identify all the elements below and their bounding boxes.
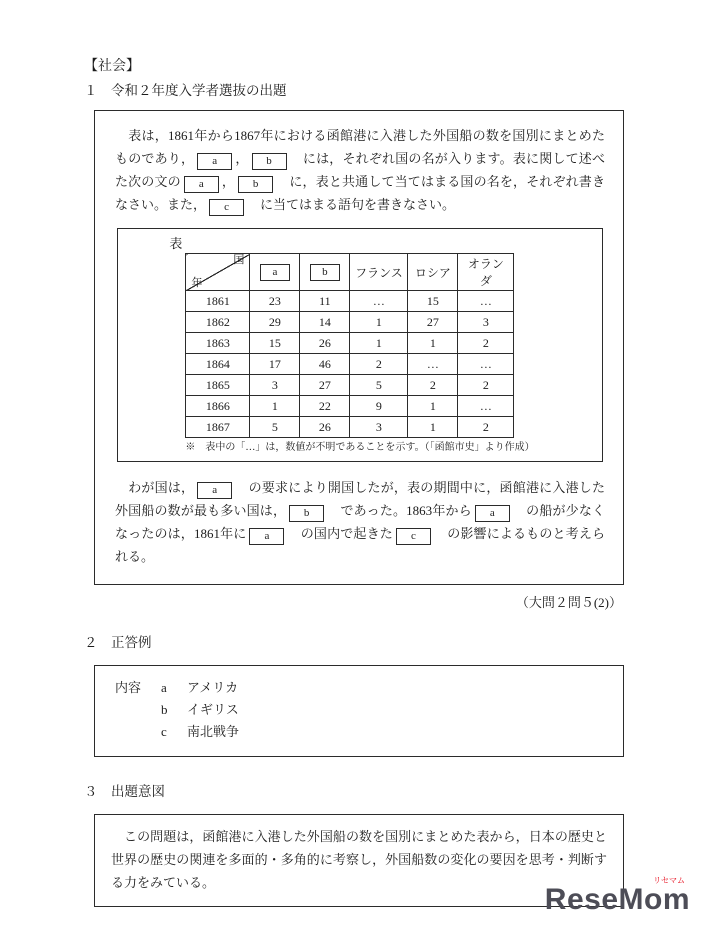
year-cell: 1861 xyxy=(186,291,250,312)
section3-heading: ３ 出題意図 xyxy=(84,784,165,799)
value-cell: 1 xyxy=(408,333,458,354)
year-cell: 1866 xyxy=(186,396,250,417)
value-cell: 2 xyxy=(350,354,408,375)
blank-box-b: b xyxy=(289,505,324,522)
corner-header-cell xyxy=(186,254,250,291)
table-wrap xyxy=(169,235,535,455)
subject-heading: 【社会】 xyxy=(84,59,140,74)
value-cell: 5 xyxy=(350,375,408,396)
answer-row xyxy=(115,677,603,699)
value-cell: 1 xyxy=(408,396,458,417)
column-header-france: フランス xyxy=(350,254,408,291)
value-cell: 3 xyxy=(250,375,300,396)
value-cell: 15 xyxy=(408,291,458,312)
year-cell: 1862 xyxy=(186,312,250,333)
value-cell: 26 xyxy=(300,333,350,354)
answer-key: b xyxy=(161,702,168,717)
blank-box-a: a xyxy=(249,528,284,545)
blank-box-b: b xyxy=(252,153,287,170)
answer-key: a xyxy=(161,680,167,695)
value-cell: 11 xyxy=(300,291,350,312)
value-cell: 1 xyxy=(350,333,408,354)
table-row xyxy=(186,417,514,438)
section1-heading: １ 令和２年度入学者選抜の出題 xyxy=(84,83,287,98)
answer-key: c xyxy=(161,724,167,739)
column-header-netherlands: オランダ xyxy=(458,254,514,291)
problem-statement-paragraph: わが国は， a の要求により開国したが，表の期間中に，函館港に入港した外国船の数が最も多い国は， b であった。1863年から a の船が少なくなったのは，1861年に a の国内で起きた c の影響によるものと考えられる。 xyxy=(115,480,605,564)
problem-intro-paragraph: 表は，1861年から1867年における函館港に入港した外国船の数を国別にまとめたものであり， a ， b には，それぞれ国の名が入ります。表に関して述べた次の文の a ， b に，表と共通して当てはまる国の名を，それぞれ書きなさい。また， c に当てはまる語句を書きなさい。 xyxy=(115,124,605,216)
value-cell: 1 xyxy=(350,312,408,333)
value-cell: 1 xyxy=(250,396,300,417)
blank-box-c: c xyxy=(209,199,244,216)
table-row xyxy=(186,375,514,396)
value-cell: 5 xyxy=(250,417,300,438)
answer-box xyxy=(94,665,624,757)
year-cell: 1867 xyxy=(186,417,250,438)
value-cell: … xyxy=(458,396,514,417)
corner-year-label: 年 xyxy=(191,277,203,289)
value-cell: 3 xyxy=(458,312,514,333)
value-cell: 2 xyxy=(458,417,514,438)
year-cell: 1864 xyxy=(186,354,250,375)
blank-box-a: a xyxy=(475,505,510,522)
blank-box-a: a xyxy=(260,264,290,281)
value-cell: 15 xyxy=(250,333,300,354)
blank-box-a: a xyxy=(197,153,232,170)
year-cell: 1865 xyxy=(186,375,250,396)
value-cell: 27 xyxy=(408,312,458,333)
column-header-b xyxy=(300,254,350,291)
table-row xyxy=(186,291,514,312)
blank-box-b: b xyxy=(310,264,340,281)
problem-box xyxy=(94,110,624,585)
value-cell: 2 xyxy=(458,375,514,396)
answer-label: 内容 xyxy=(115,680,142,695)
table-row xyxy=(186,312,514,333)
blank-box-c: c xyxy=(396,528,431,545)
corner-country-label: 国 xyxy=(233,254,245,266)
value-cell: … xyxy=(458,291,514,312)
resemom-logo-kana: リセマム xyxy=(653,876,685,885)
value-cell: 26 xyxy=(300,417,350,438)
value-cell: 1 xyxy=(408,417,458,438)
value-cell: 46 xyxy=(300,354,350,375)
answer-value: アメリカ xyxy=(187,680,239,695)
table-row xyxy=(186,333,514,354)
value-cell: 23 xyxy=(250,291,300,312)
resemom-logo xyxy=(545,876,690,916)
answer-row xyxy=(115,721,603,743)
blank-box-b: b xyxy=(238,176,273,193)
value-cell: 29 xyxy=(250,312,300,333)
intent-paragraph: この問題は，函館港に入港した外国船の数を国別にまとめた表から，日本の歴史と世界の歴史の関連を多面的・多角的に考察し，外国船数の変化の要因を思考・判断する力をみている。 xyxy=(111,829,607,890)
value-cell: 14 xyxy=(300,312,350,333)
answer-value: イギリス xyxy=(187,702,239,717)
column-header-a xyxy=(250,254,300,291)
column-header-russia: ロシア xyxy=(408,254,458,291)
resemom-logo-text: ReseMom xyxy=(544,883,690,916)
blank-box-a: a xyxy=(184,176,219,193)
table-note: ※ 表中の「…」は，数値が不明であることを示す。（「函館市史」より作成） xyxy=(185,442,535,453)
answer-row xyxy=(115,699,603,721)
value-cell: 2 xyxy=(458,333,514,354)
blank-box-a: a xyxy=(197,482,232,499)
table-row xyxy=(186,396,514,417)
question-reference: （大問２問５(2)） xyxy=(515,595,622,610)
table-title: 表 xyxy=(169,236,183,251)
answer-value: 南北戦争 xyxy=(187,724,240,739)
section2-heading: ２ 正答例 xyxy=(84,635,152,650)
value-cell: 2 xyxy=(408,375,458,396)
value-cell: 27 xyxy=(300,375,350,396)
value-cell: 9 xyxy=(350,396,408,417)
value-cell: 3 xyxy=(350,417,408,438)
value-cell: … xyxy=(458,354,514,375)
answer-label xyxy=(115,721,161,743)
value-cell: 17 xyxy=(250,354,300,375)
table-box xyxy=(117,228,603,462)
answer-label xyxy=(115,699,161,721)
table-header-row xyxy=(186,254,514,291)
table-row xyxy=(186,354,514,375)
value-cell: 22 xyxy=(300,396,350,417)
foreign-ship-count-table xyxy=(185,253,514,438)
value-cell: … xyxy=(408,354,458,375)
year-cell: 1863 xyxy=(186,333,250,354)
value-cell: … xyxy=(350,291,408,312)
